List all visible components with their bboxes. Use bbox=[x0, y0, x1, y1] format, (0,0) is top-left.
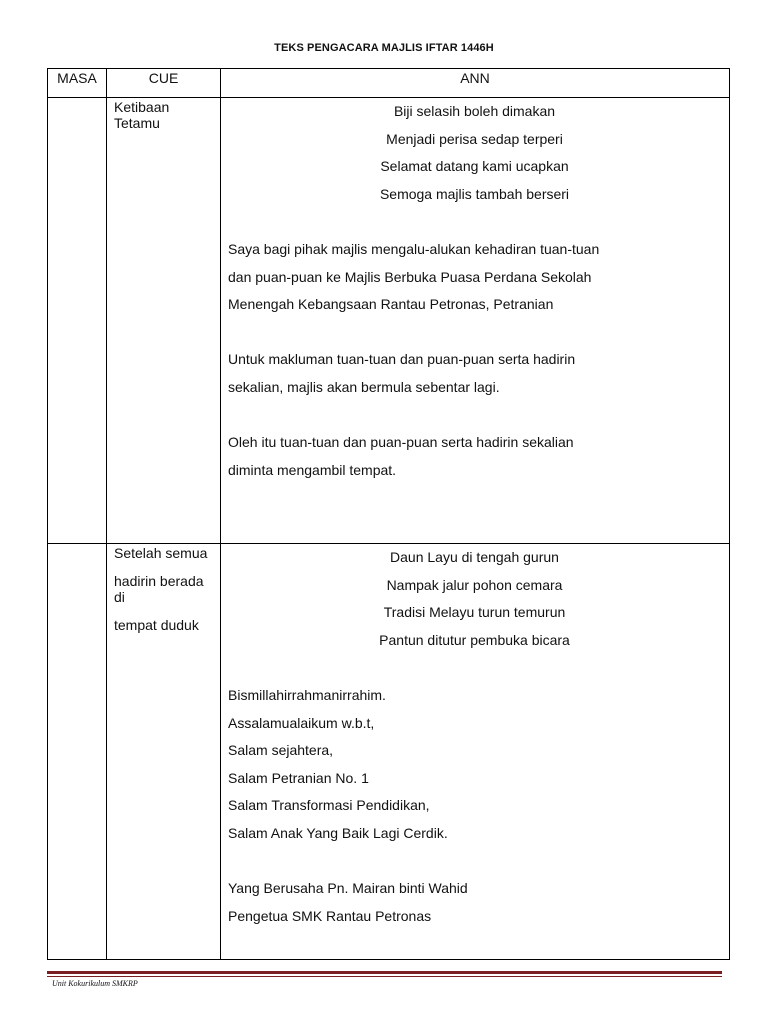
announcement-paragraph bbox=[228, 346, 721, 401]
verse-line: Biji selasih boleh dimakan bbox=[393, 103, 556, 119]
paragraph-line: Bismillahirrahmanirrahim. bbox=[228, 686, 386, 703]
ann-cell bbox=[221, 98, 730, 544]
table-row bbox=[48, 98, 730, 544]
cue-text: Setelah semua bbox=[114, 545, 208, 561]
masa-cell bbox=[48, 544, 107, 960]
paragraph-line: Assalamualaikum w.b.t, bbox=[228, 714, 375, 731]
verse-line: Tradisi Melayu turun temurun bbox=[383, 604, 566, 621]
paragraph-line: Saya bagi pihak majlis mengalu-alukan kehadiran tuan-tuan bbox=[228, 240, 600, 257]
paragraph-line: Menengah Kebangsaan Rantau Petronas, Petranian bbox=[228, 296, 554, 313]
header-cue: CUE bbox=[107, 69, 221, 98]
announcement-paragraph bbox=[228, 429, 721, 484]
paragraph-line: Salam Transformasi Pendidikan, bbox=[228, 797, 430, 814]
footer-divider bbox=[47, 971, 722, 974]
verse-line: Nampak jalur pohon cemara bbox=[386, 576, 563, 593]
paragraph-line: Pengetua SMK Rantau Petronas bbox=[228, 907, 432, 924]
greeting-paragraph bbox=[228, 682, 721, 848]
masa-cell bbox=[48, 98, 107, 544]
paragraph-line: diminta mengambil tempat. bbox=[228, 461, 397, 478]
paragraph-line: dan puan-puan ke Majlis Berbuka Puasa Perdana Sekolah bbox=[228, 268, 592, 285]
cue-text: tempat duduk bbox=[114, 617, 199, 633]
script-table bbox=[47, 68, 730, 960]
cue-cell bbox=[107, 98, 221, 544]
paragraph-line: Salam Anak Yang Baik Lagi Cerdik. bbox=[228, 824, 448, 841]
paragraph-line: Salam sejahtera, bbox=[228, 742, 334, 759]
paragraph-line: Oleh itu tuan-tuan dan puan-puan serta hadirin sekalian bbox=[228, 434, 574, 451]
paragraph-line: Salam Petranian No. 1 bbox=[228, 769, 369, 786]
verse-line: Daun Layu di tengah gurun bbox=[390, 549, 559, 565]
pantun-verse bbox=[228, 544, 721, 654]
verse-line: Selamat datang kami ucapkan bbox=[380, 158, 569, 175]
cue-text: Ketibaan Tetamu bbox=[114, 99, 170, 131]
honorific-paragraph bbox=[228, 875, 721, 930]
announcement-paragraph bbox=[228, 236, 721, 319]
table-header-row bbox=[48, 69, 730, 98]
paragraph-line: sekalian, majlis akan bermula sebentar lagi. bbox=[228, 378, 500, 395]
page-title: TEKS PENGACARA MAJLIS IFTAR 1446H bbox=[274, 42, 494, 54]
footer-divider-thin bbox=[47, 976, 722, 977]
verse-line: Menjadi perisa sedap terperi bbox=[386, 130, 563, 147]
ann-cell bbox=[221, 544, 730, 960]
paragraph-line: Yang Berusaha Pn. Mairan binti Wahid bbox=[228, 880, 468, 897]
verse-line: Pantun ditutur pembuka bicara bbox=[379, 631, 570, 648]
pantun-verse bbox=[228, 98, 721, 208]
cue-cell bbox=[107, 544, 221, 960]
footer-text: Unit Kokurikulum SMKRP bbox=[52, 979, 138, 988]
verse-line: Semoga majlis tambah berseri bbox=[379, 185, 570, 202]
table-row bbox=[48, 544, 730, 960]
header-masa: MASA bbox=[48, 69, 107, 98]
header-ann: ANN bbox=[221, 69, 730, 98]
cue-text: hadirin berada di bbox=[114, 573, 204, 605]
paragraph-line: Untuk makluman tuan-tuan dan puan-puan serta hadirin bbox=[228, 351, 576, 368]
